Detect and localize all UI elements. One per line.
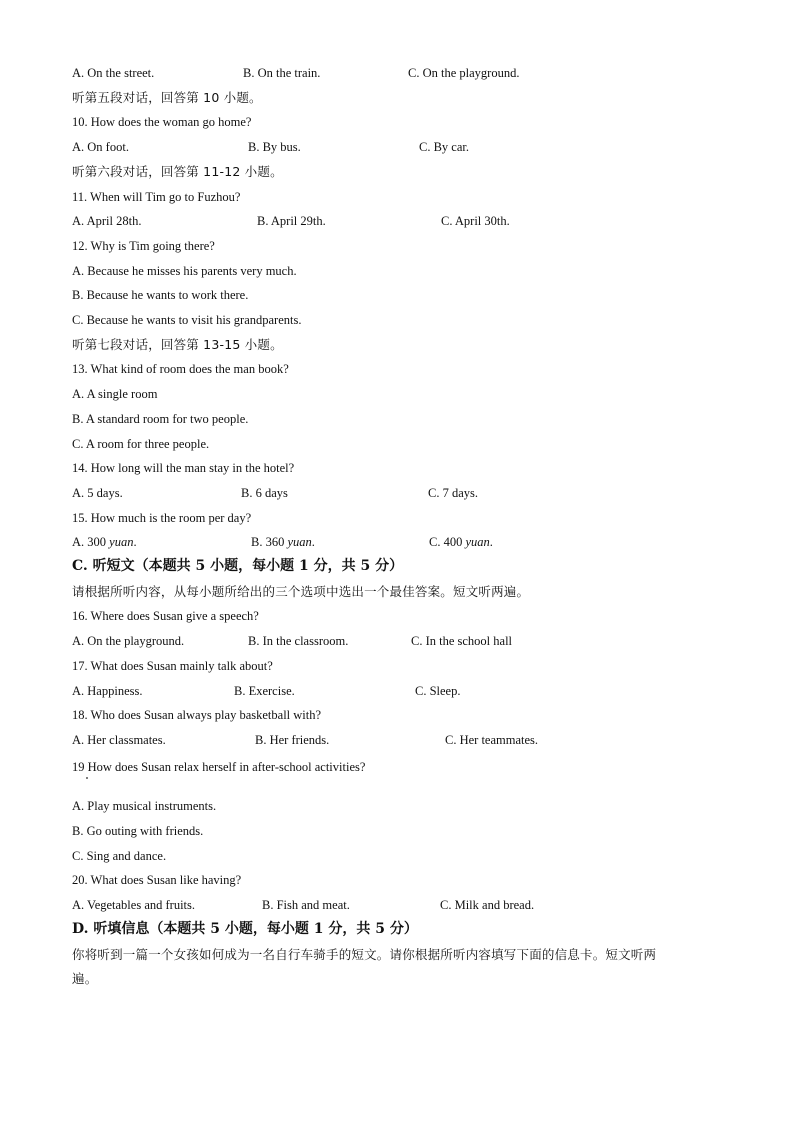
q11-option-a: A. April 28th. <box>72 214 142 228</box>
q16-option-a: A. On the playground. <box>72 634 185 648</box>
q17-option-c: C. Sleep. <box>415 684 461 698</box>
q18-option-a: A. Her classmates. <box>72 733 166 747</box>
q9-option-c: C. On the playground. <box>408 66 520 80</box>
q14-stem: 14. How long will the man stay in the hotel? <box>72 461 295 475</box>
instruction-part-6: 听第六段对话，回答第 11-12 小题。 <box>72 164 283 179</box>
q10-stem: 10. How does the woman go home? <box>72 115 252 129</box>
q12-option-a: A. Because he misses his parents very much. <box>72 264 297 278</box>
q9-option-a: A. On the street. <box>72 66 155 80</box>
stray-dot <box>86 777 88 779</box>
q16-stem: 16. Where does Susan give a speech? <box>72 609 259 623</box>
q14-option-c: C. 7 days. <box>428 486 478 500</box>
q18-stem: 18. Who does Susan always play basketball with? <box>72 708 322 722</box>
section-c-instruction: 请根据所听内容，从每小题所给出的三个选项中选出一个最佳答案。短文听两遍。 <box>72 584 530 599</box>
q18-option-b: B. Her friends. <box>255 733 330 747</box>
section-c-title: C. 听短文（本题共 5 小题，每小题 1 分，共 5 分） <box>72 558 404 574</box>
q10-option-b: B. By bus. <box>248 140 301 154</box>
q20-stem: 20. What does Susan like having? <box>72 873 242 887</box>
q20-option-b: B. Fish and meat. <box>262 898 350 912</box>
q20-option-a: A. Vegetables and fruits. <box>72 898 196 912</box>
q12-option-c: C. Because he wants to visit his grandparents. <box>72 313 302 327</box>
q13-option-a: A. A single room <box>72 387 158 401</box>
q13-option-b: B. A standard room for two people. <box>72 412 249 426</box>
q9-option-b: B. On the train. <box>243 66 321 80</box>
q19-option-a: A. Play musical instruments. <box>72 799 217 813</box>
q11-option-c: C. April 30th. <box>441 214 510 228</box>
q15-option-b: B. 360 yuan. <box>251 535 315 549</box>
q16-option-c: C. In the school hall <box>411 634 513 648</box>
q15-option-c: C. 400 yuan. <box>429 535 493 549</box>
q10-option-a: A. On foot. <box>72 140 129 154</box>
section-d-title: D. 听填信息（本题共 5 小题，每小题 1 分，共 5 分） <box>72 921 418 937</box>
section-d-instruction-line-2: 遍。 <box>72 971 98 986</box>
instruction-part-5: 听第五段对话，回答第 10 小题。 <box>72 90 262 105</box>
q19-option-b: B. Go outing with friends. <box>72 824 204 838</box>
q19-stem: 19 How does Susan relax herself in after-school activities? <box>72 760 366 774</box>
q15-option-a: A. 300 yuan. <box>72 535 137 549</box>
q14-option-a: A. 5 days. <box>72 486 123 500</box>
q19-option-c: C. Sing and dance. <box>72 849 167 863</box>
q10-option-c: C. By car. <box>419 140 469 154</box>
q17-option-a: A. Happiness. <box>72 684 143 698</box>
q11-option-b: B. April 29th. <box>257 214 326 228</box>
q15-stem: 15. How much is the room per day? <box>72 511 252 525</box>
q16-option-b: B. In the classroom. <box>248 634 349 648</box>
q17-stem: 17. What does Susan mainly talk about? <box>72 659 273 673</box>
q13-stem: 13. What kind of room does the man book? <box>72 362 289 376</box>
q20-option-c: C. Milk and bread. <box>440 898 535 912</box>
q11-stem: 11. When will Tim go to Fuzhou? <box>72 190 241 204</box>
q12-stem: 12. Why is Tim going there? <box>72 239 215 253</box>
q12-option-b: B. Because he wants to work there. <box>72 288 249 302</box>
q14-option-b: B. 6 days <box>241 486 288 500</box>
q18-option-c: C. Her teammates. <box>445 733 539 747</box>
q13-option-c: C. A room for three people. <box>72 437 210 451</box>
section-d-instruction-line-1: 你将听到一篇一个女孩如何成为一名自行车骑手的短文。请你根据所听内容填写下面的信息卡。短文听两 <box>72 947 657 962</box>
q17-option-b: B. Exercise. <box>234 684 295 698</box>
instruction-part-7: 听第七段对话，回答第 13-15 小题。 <box>72 337 283 352</box>
